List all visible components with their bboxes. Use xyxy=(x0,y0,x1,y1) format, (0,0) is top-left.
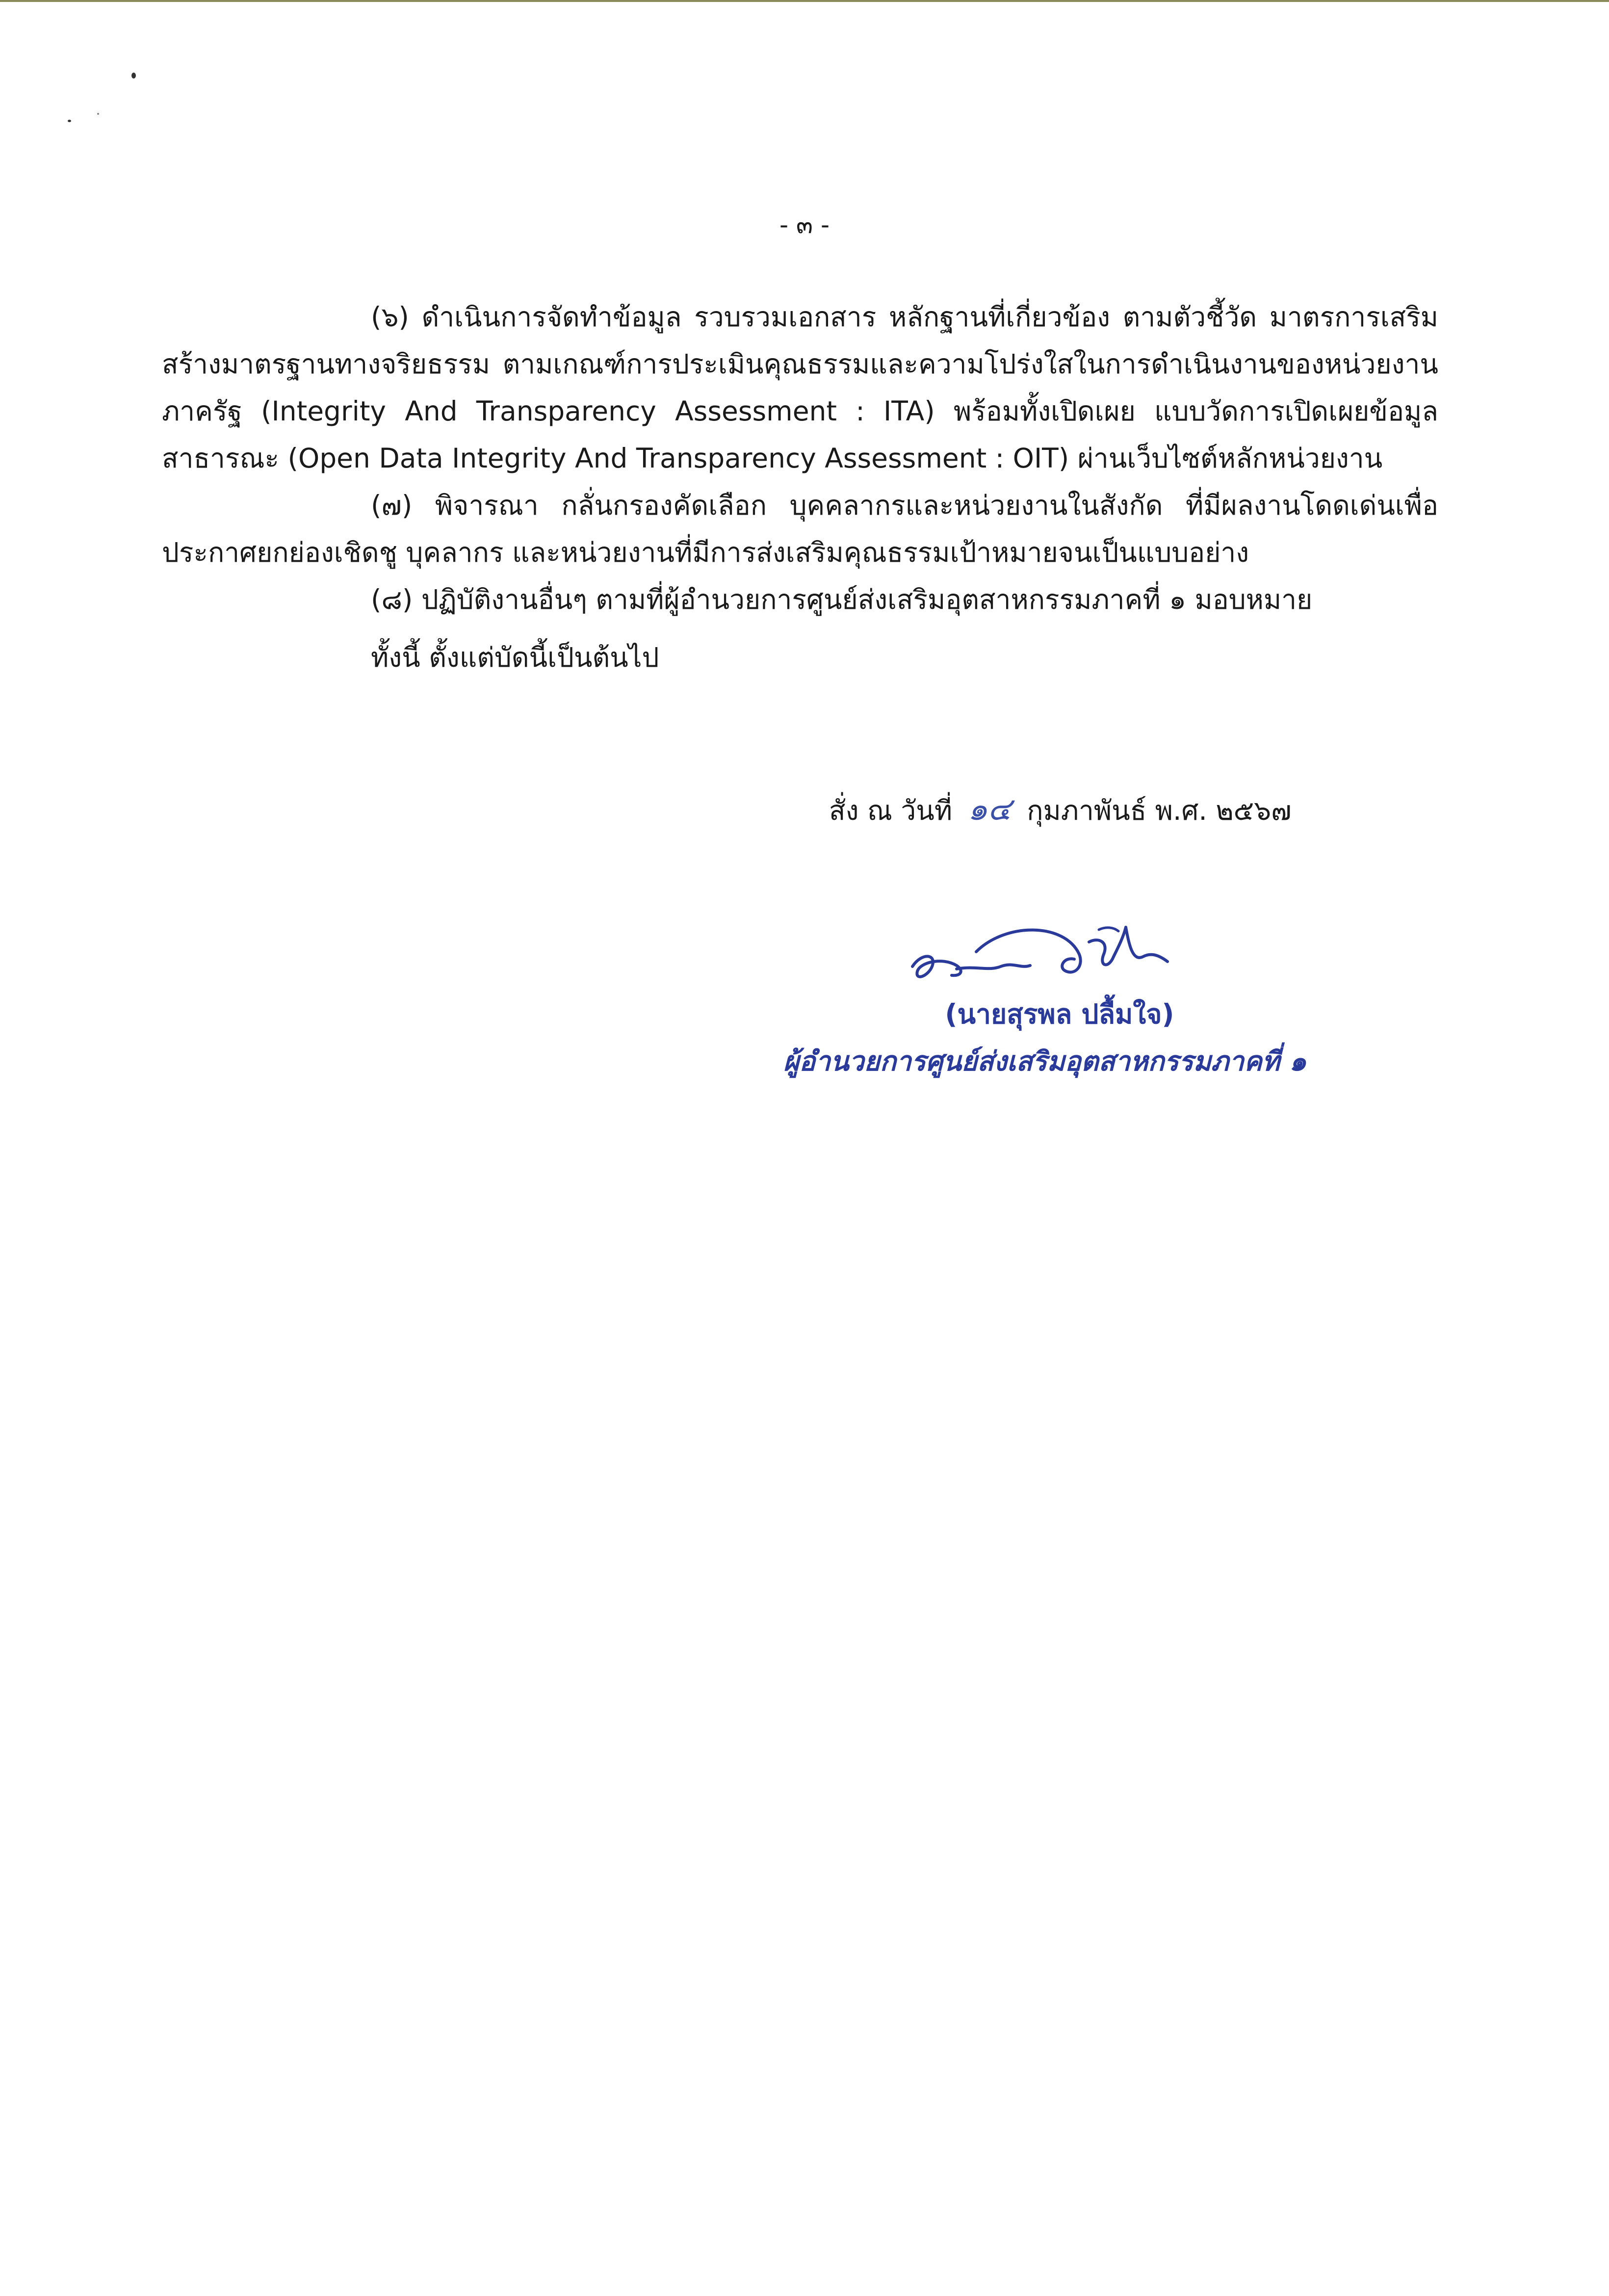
paragraph-item-6: (๖) ดำเนินการจัดทำข้อมูล รวบรวมเอกสาร หลักฐานที่เกี่ยวข้อง ตามตัวชี้วัด มาตรการเสริมสร้างมาตรฐานทางจริยธรรม ตามเกณฑ์การประเมินคุณธรรมและความโปร่งใสในการดำเนินงานของหน่วยงานภาครัฐ (Integrity And Transparency Assessment : ITA) พร้อมทั้งเปิดเผย แบบวัดการเปิดเผยข้อมูลสาธารณะ (Open Data Integrity And Transparency Assessment : OIT) ผ่านเว็บไซต์หลักหน่วยงาน xyxy=(162,301,1438,474)
scan-edge xyxy=(0,0,1609,2)
page-number: - ๓ - xyxy=(779,210,830,239)
scan-speck xyxy=(97,113,99,115)
document-body xyxy=(162,293,1438,681)
signer-name: (นายสุรพล ปลื้มใจ) xyxy=(945,998,1174,1030)
paragraph-item-7: (๗) พิจารณา กลั่นกรองคัดเลือก บุคคลากรและหน่วยงานในสังกัด ที่มีผลงานโดดเด่นเพื่อประกาศยกย่องเชิดชู บุคลากร และหน่วยงานที่มีการส่งเสริมคุณธรรมเป้าหมายจนเป็นแบบอย่าง xyxy=(162,490,1438,568)
order-date-prefix: สั่ง ณ วันที่ xyxy=(829,795,953,826)
paragraph-item-8: (๘) ปฏิบัติงานอื่นๆ ตามที่ผู้อำนวยการศูนย์ส่งเสริมอุตสาหกรรมภาคที่ ๑ มอบหมาย xyxy=(371,584,1313,615)
order-date xyxy=(829,786,1292,834)
closing-statement: ทั้งนี้ ตั้งแต่บัดนี้เป็นต้นไป xyxy=(371,642,659,673)
scan-speck xyxy=(131,73,136,78)
signer-title: ผู้อำนวยการศูนย์ส่งเสริมอุตสาหกรรมภาคที่ ๑ xyxy=(783,1045,1307,1077)
order-date-month-year: กุมภาพันธ์ พ.ศ. ๒๕๖๗ xyxy=(1027,795,1292,826)
order-date-day: ๑๔ xyxy=(967,791,1012,828)
scan-speck xyxy=(68,120,71,122)
handwritten-signature xyxy=(903,908,1177,1001)
